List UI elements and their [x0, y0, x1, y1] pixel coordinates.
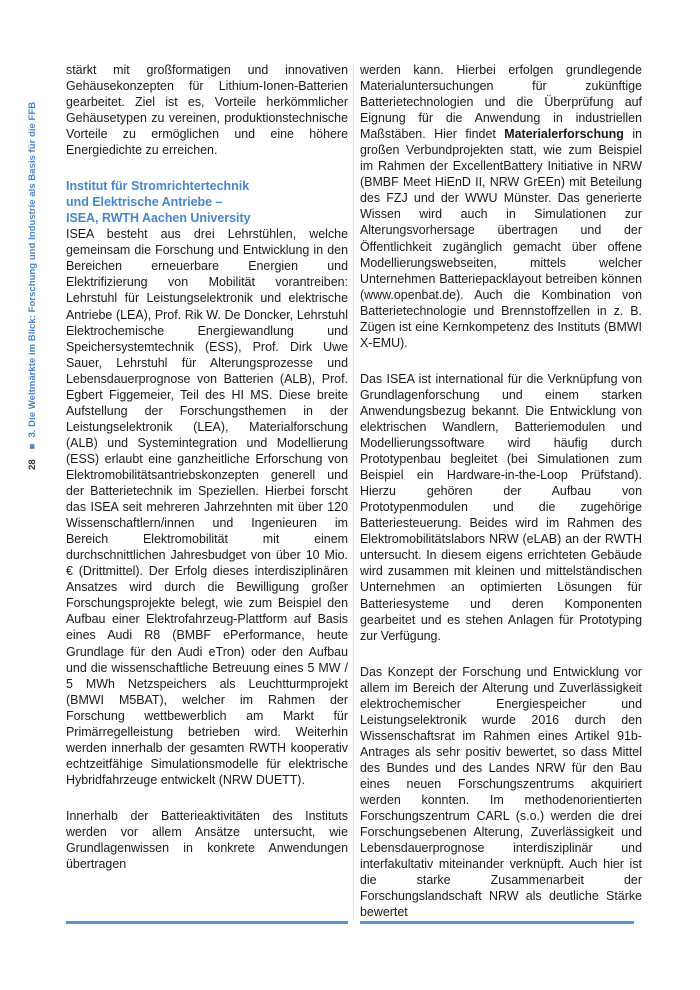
- chapter-title: 3. Die Weltmärkte im Blick: Forschung und Industrie als Basis für die FFB: [27, 101, 38, 438]
- page-number: 28: [27, 459, 38, 470]
- square-bullet-icon: ■: [27, 443, 38, 450]
- heading-line-3: ISEA, RWTH Aachen University: [66, 211, 251, 226]
- intro-paragraph: stärkt mit großformatigen und innovativen Gehäusekonzepten für Lithium-Ionen-Batterien gearbeitet. Ziel ist es, Vorteile herkömmlicher Gehäusetypen zu vereinen, produktionstechnische Vorteile zu ermöglichen und eine höhere Energiedichte zu erreichen.: [66, 63, 348, 158]
- heading-line-1: Institut für Stromrichtertechnik: [66, 179, 250, 194]
- materials-bold-term: Materialerforschung: [504, 127, 624, 142]
- isea-body-paragraph: ISEA besteht aus drei Lehrstühlen, welche gemeinsam die Forschung und Entwicklung in den Bereichen erneuerbare Energien und Elektrifizierung von Mobilität vorantreiben: Lehrstuhl für Leistungselektronik und elektrische Antriebe (LEA), Prof. Rik W. De Doncker, Lehrstuhl Elektrochemische Energiewandlung und Speichersystemtechnik (ESS), Prof. Dirk Uwe Sauer, Lehrstuhl für Alterungsprozesse und Lebensdauerprognose von Batterien (ALB), Prof. Egbert Figgemeier, Teil des HI MS. Diese breite Aufstellung der Forschungsthemen in der Leistungselektronik (LEA), Materialforschung (ALB) und Systemintegration und Modellierung (ESS) erlaubt eine ganzheitliche Erforschung von Elektromobilitätsantriebskonzepten generell und der Batterietechnik im Speziellen. Hierbei forscht das ISEA seit mehreren Jahrzehnten mit über 120 Wissenschaftlern/innen und Ingenieuren im Bereich Elektromobilität mit einem durchschnittlichen Jahresbudget von über 10 Mio. € (Drittmittel). Der Erfolg dieses interdisziplinären Ansatzes wird durch die Bewilligung großer Forschungsprojekte belegt, wie zum Beispiel den Aufbau einer Elektrofahrzeug-Plattform auf Basis eines Audi R8 (BMBF ePerformance, heute Grundlage für den Audi eTron) oder den Aufbau und die wissenschaftliche Betreuung eines 5 MW / 5 MWh Netzspeichers als Leuchtturmprojekt (BMWI M5BAT), welcher im Rahmen der Forschung wettbewerblich am Markt für Primärregelleistung betrieben wird. Weiterhin werden innerhalb der gesamten RWTH kooperativ echtzeitfähige Simulationsmodelle für elektrische Hybridfahrzeuge entwickelt (NRW DUETT).: [66, 227, 348, 787]
- footer-rule-right: [360, 921, 634, 924]
- section-heading: [66, 178, 348, 226]
- sidebar: [22, 70, 44, 470]
- materials-research-paragraph: [360, 62, 642, 351]
- research-concept-paragraph: Das Konzept der Forschung und Entwicklung vor allem im Bereich der Alterung und Zuverlässigkeit elektrochemischer Energiespeicher und Leistungselektronik wurde 2016 durch den Wissenschaftsrat im Rahmen eines Artikel 91b-Antrages als sehr positiv bewertet, so dass Mittel des Bundes und des Landes NRW für den Bau eines neuen Forschungszentrums akquiriert werden konnten. Im methodenorientierten Forschungszentrum CARL (s.o.) werden die drei Forschungsebenen Alterung, Zuverlässigkeit und Lebensdauerprognose interdisziplinär und interfakultativ miteinander verknüpft. Auch hier ist die starke Zusammenarbeit der Forschungslandschaft NRW als deutliche Stärke bewertet: [360, 664, 642, 920]
- right-column: [360, 62, 642, 940]
- sidebar-running-header: [26, 102, 40, 470]
- materials-text-before: werden kann. Hierbei erfolgen grundlegende Materialuntersuchungen für zukünftige Batterietechnologien und die Überprüfung auf Eignung für die Anwendung in industriellen Maßstäben. Hier findet: [360, 63, 642, 142]
- heading-line-2: und Elektrische Antriebe –: [66, 195, 223, 210]
- materials-text-after: in großen Verbundprojekten statt, wie zum Beispiel im Rahmen der ExcellentBattery Initiative in NRW (BMBF Meet HiEnD II, NRW GrEEn) mit Beteilung des FZJ und der WWU Münster. Das generierte Wissen wird auch in Simulationen zur Alterungsvorhersage übertragen und der Öffentlichkeit zugänglich gemacht über offene Modellierungswebseiten, mittels welcher Unternehmen Batteriepacklayout betreiben können (www.openbat.de). Auch die Kombination von Batterietechnologie und Brennstoffzellen in z. B. Zügen ist eine Kernkompetenz des Instituts (BMWI X-EMU).: [360, 127, 642, 350]
- left-column: [66, 62, 348, 892]
- prototyping-paragraph: Das ISEA ist international für die Verknüpfung von Grundlagenforschung und einem starken Anwendungsbezug bekannt. Die Entwicklung von elektrischen Wandlern, Batteriemodulen und Modellierungssoftware wird häufig durch Prototypenbau begleitet (bei Simulationen zum Beispiel ein Hardware-in-the-Loop Prüfstand). Hierzu gehören der Aufbau von Prototypenmodulen und die zugehörige Batteriesteuerung. Beides wird im Rahmen des Elektromobilitätslabors NRW (eLAB) an der RWTH untersucht. In diesem eigens errichteten Gebäude wird zusammen mit kleinen und mittelständischen Unternehmen an optimierten Lösungen für Batteriesysteme und deren Komponenten gearbeitet und es stehen Anlagen für Prototyping zur Verfügung.: [360, 371, 642, 643]
- footer-rule-left: [66, 921, 348, 924]
- battery-activities-paragraph: Innerhalb der Batterieaktivitäten des Instituts werden vor allem Ansätze untersucht, wie Grundlagenwissen in konkrete Anwendungen übertragen: [66, 808, 348, 872]
- column-divider: [353, 64, 354, 920]
